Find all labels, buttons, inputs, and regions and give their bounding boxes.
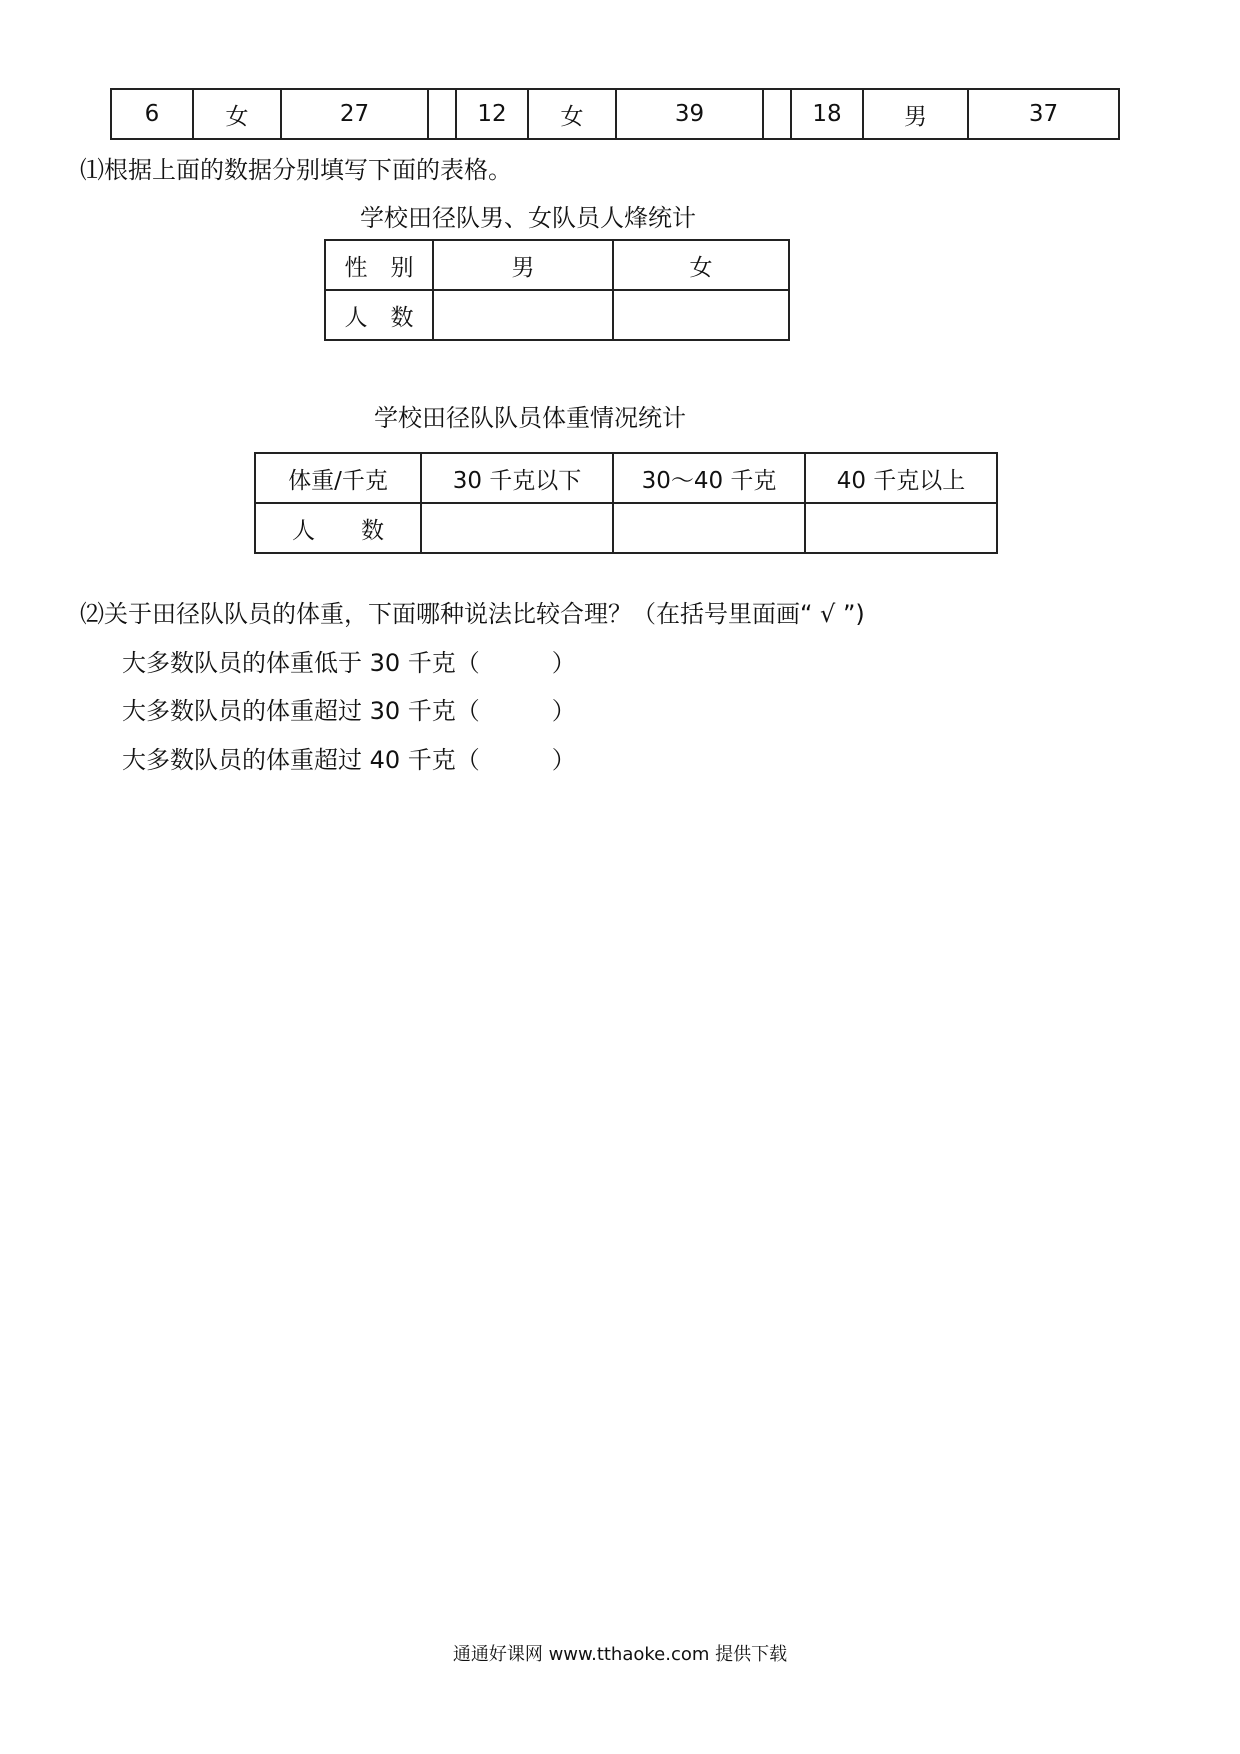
table-row: [325, 290, 789, 340]
row-label: 人 数: [255, 503, 421, 553]
weight-table-title: 学校田径队队员体重情况统计: [374, 404, 686, 432]
cell-gap: [428, 89, 456, 139]
table-row: [111, 89, 1119, 139]
answer-cell-30-40[interactable]: [613, 503, 805, 553]
col-female: 女: [613, 240, 789, 290]
question-2: ⑵关于田径队队员的体重，下面哪种说法比较合理？（在括号里面画“ √ ”): [80, 600, 865, 628]
cell-weight: 37: [968, 89, 1119, 139]
option-3[interactable]: 大多数队员的体重超过 40 千克（ ）: [122, 746, 576, 774]
cell-gender: 女: [528, 89, 616, 139]
cell-number: 18: [791, 89, 863, 139]
data-table: [110, 88, 1120, 140]
col-over-40: 40 千克以上: [805, 453, 997, 503]
cell-number: 6: [111, 89, 193, 139]
col-under-30: 30 千克以下: [421, 453, 613, 503]
cell-number: 12: [456, 89, 528, 139]
cell-weight: 27: [281, 89, 428, 139]
answer-cell-over-40[interactable]: [805, 503, 997, 553]
cell-gender: 女: [193, 89, 281, 139]
col-male: 男: [433, 240, 613, 290]
header-label: 体重/千克: [255, 453, 421, 503]
footer-text: 通通好课网 www.tthaoke.com 提供下载: [452, 1644, 788, 1665]
cell-weight: 39: [616, 89, 763, 139]
table-row: [255, 503, 997, 553]
table-row: [255, 453, 997, 503]
cell-gap: [763, 89, 791, 139]
table-row: [325, 240, 789, 290]
question-1: ⑴根据上面的数据分别填写下面的表格。: [80, 156, 512, 184]
answer-cell-under-30[interactable]: [421, 503, 613, 553]
option-1[interactable]: 大多数队员的体重低于 30 千克（ ）: [122, 649, 576, 677]
header-label: 性 别: [325, 240, 433, 290]
row-label: 人 数: [325, 290, 433, 340]
gender-table: [324, 239, 790, 341]
answer-cell-male[interactable]: [433, 290, 613, 340]
col-30-40: 30～40 千克: [613, 453, 805, 503]
gender-table-title: 学校田径队男、女队员人烽统计: [360, 204, 696, 232]
weight-table: [254, 452, 998, 554]
option-2[interactable]: 大多数队员的体重超过 30 千克（ ）: [122, 697, 576, 725]
cell-gender: 男: [863, 89, 968, 139]
answer-cell-female[interactable]: [613, 290, 789, 340]
